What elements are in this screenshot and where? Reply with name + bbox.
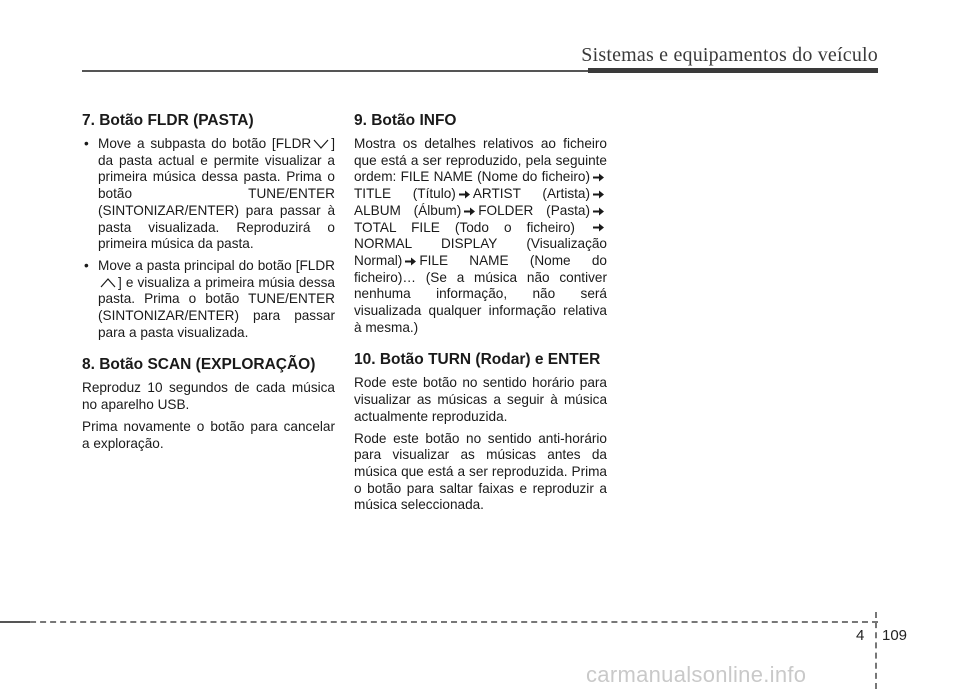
section-turn-enter — [354, 350, 607, 514]
info-text: FILE NAME (Nome do ficheiro)… (Se a música não contiver nenhuma informação, não será visualizada qualquer informação relativa à mesma.) — [354, 252, 607, 335]
right-column — [354, 111, 607, 528]
footer-dashed-line — [0, 621, 878, 623]
footer-vertical-line — [875, 612, 877, 689]
arrow-right-icon — [464, 207, 475, 216]
list-item-text: ] da pasta actual e permite visualizar a primeira música dessa pasta. Prima o botão TUNE/ENTER (SINTONIZAR/ENTER) para passar à pasta visualizada. Reproduzirá o primeira música da pasta. — [98, 136, 335, 252]
paragraph — [354, 136, 607, 336]
section-info — [354, 111, 607, 336]
section-heading: 8. Botão SCAN (EXPLORAÇÃO) — [82, 356, 316, 374]
left-column — [82, 111, 335, 466]
info-text: Mostra os detalhes relativos ao ficheiro que está a ser reproduzido, pela seguinte ordem: FILE NAME (Nome do ficheiro) — [354, 136, 607, 185]
list-item-text: ] e visualiza a primeira músia dessa pasta. Prima o botão TUNE/ENTER (SINTONIZAR/ENTER) para passar para a pasta visualizada. — [98, 274, 335, 340]
list-item-text: Move a pasta principal do botão [FLDR — [98, 257, 335, 273]
arrow-right-icon — [405, 257, 416, 266]
info-text: NORMAL DISPLAY (Visualização Normal) — [354, 236, 607, 268]
bullet-list — [82, 136, 335, 341]
paragraph: Reproduz 10 segundos de cada música no aparelho USB. — [82, 380, 335, 413]
chevron-down-icon — [313, 139, 329, 149]
list-item-text: Move a subpasta do botão [FLDR — [98, 136, 312, 151]
section-heading: 7. Botão FLDR (PASTA) — [82, 112, 254, 129]
header-title: Sistemas e equipamentos do veículo — [581, 44, 878, 66]
section-heading: 9. Botão INFO — [354, 112, 457, 129]
arrow-right-icon — [593, 207, 604, 216]
info-text: FOLDER (Pasta) — [478, 202, 590, 218]
section-fldr — [82, 111, 335, 341]
arrow-right-icon — [593, 173, 604, 182]
chapter-number: 4 — [856, 627, 865, 644]
chevron-up-icon — [100, 278, 116, 288]
header-rule-accent — [588, 68, 878, 73]
info-text: TOTAL FILE (Todo o ficheiro) — [354, 219, 575, 235]
watermark: carmanualsonline.info — [586, 662, 807, 687]
paragraph: Prima novamente o botão para cancelar a exploração. — [82, 418, 335, 451]
paragraph: Rode este botão no sentido horário para visualizar as músicas a seguir à música actualmente reproduzida. — [354, 375, 607, 424]
list-item — [82, 136, 335, 253]
list-item — [82, 258, 335, 342]
info-text: ALBUM (Álbum) — [354, 202, 462, 218]
arrow-right-icon — [459, 190, 470, 199]
section-heading: 10. Botão TURN (Rodar) e ENTER — [354, 351, 601, 369]
info-text: TITLE (Título) — [354, 186, 456, 202]
section-scan — [82, 355, 335, 452]
footer-line-start — [0, 621, 30, 623]
paragraph: Rode este botão no sentido anti-horário para visualizar as músicas antes da música que está a ser reproduzida. Prima o botão para saltar faixas e reproduzir a música seleccionada. — [354, 430, 607, 513]
info-text: ARTIST (Artista) — [472, 186, 591, 202]
arrow-right-icon — [593, 223, 604, 232]
page-number: 109 — [882, 627, 908, 644]
arrow-right-icon — [593, 190, 604, 199]
